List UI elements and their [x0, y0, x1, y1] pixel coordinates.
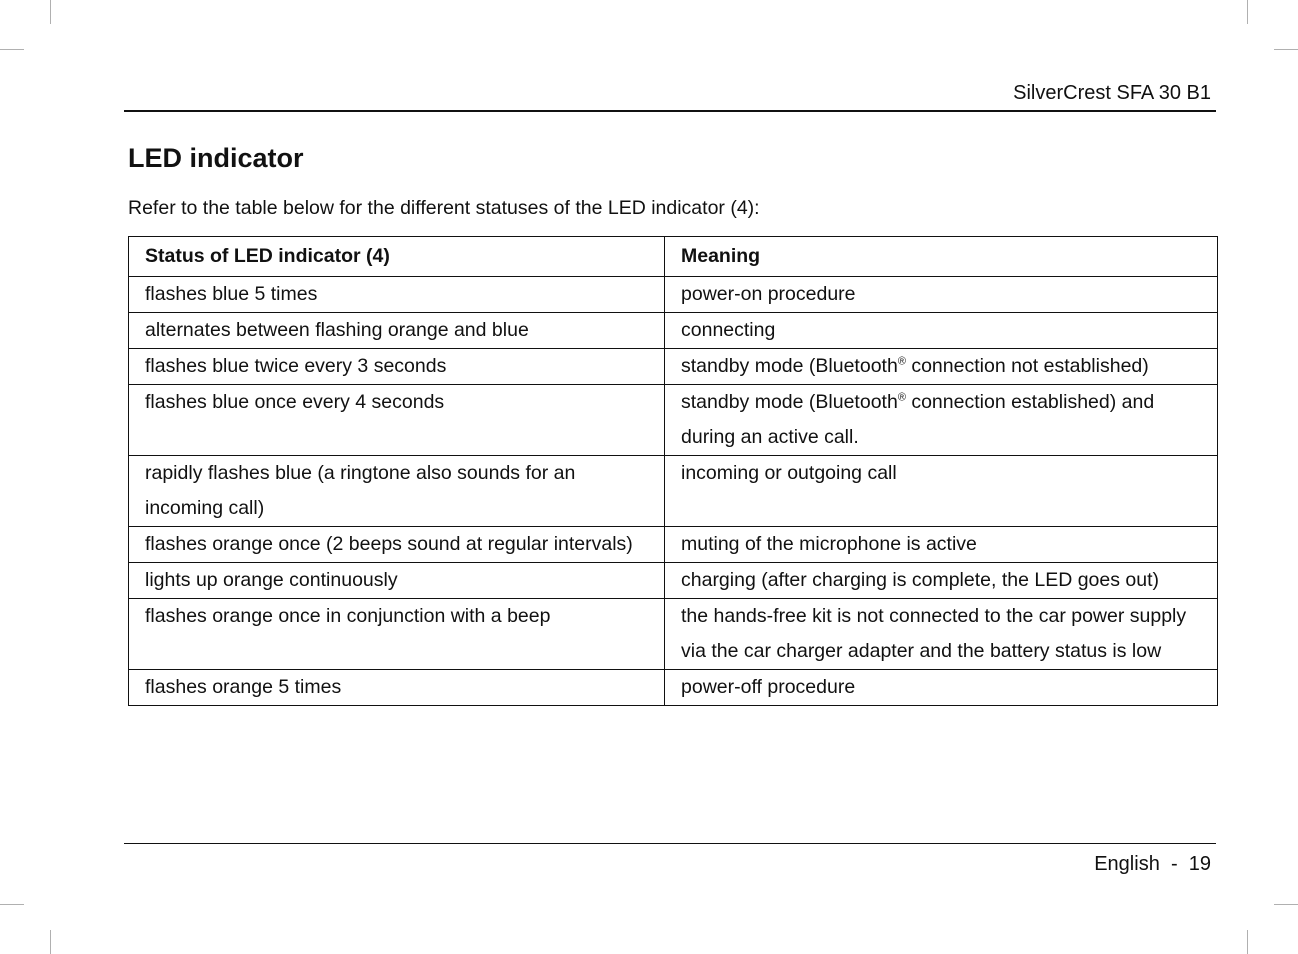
- status-cell: flashes blue twice every 3 seconds: [129, 349, 665, 385]
- meaning-cell: power-off procedure: [665, 670, 1218, 706]
- table-row: [129, 277, 1218, 313]
- crop-mark: [50, 930, 51, 954]
- page-number: 19: [1188, 853, 1211, 875]
- crop-mark: [1274, 904, 1298, 905]
- table-row: [129, 313, 1218, 349]
- table-row: [129, 563, 1218, 599]
- header-rule: [124, 110, 1216, 112]
- section-title: LED indicator: [128, 143, 304, 173]
- registered-mark: ®: [897, 391, 906, 404]
- crop-mark: [1247, 930, 1248, 954]
- running-header: SilverCrest SFA 30 B1: [1013, 82, 1211, 104]
- crop-mark: [1274, 49, 1298, 50]
- meaning-cell: the hands-free kit is not connected to the car power supply via the car charger adapter and the battery status is low: [665, 599, 1218, 670]
- status-cell: flashes orange 5 times: [129, 670, 665, 706]
- status-cell: flashes orange once (2 beeps sound at regular intervals): [129, 527, 665, 563]
- meaning-cell: [665, 349, 1218, 385]
- intro-text: Refer to the table below for the different statuses of the LED indicator (4):: [128, 197, 760, 219]
- status-cell: flashes orange once in conjunction with a beep: [129, 599, 665, 670]
- meaning-text: standby mode (Bluetooth: [681, 355, 898, 377]
- table-header-row: [129, 237, 1218, 277]
- table-row: [129, 670, 1218, 706]
- table-row: [129, 349, 1218, 385]
- crop-mark: [0, 49, 24, 50]
- table-row: [129, 599, 1218, 670]
- table-row: [129, 527, 1218, 563]
- meaning-cell: incoming or outgoing call: [665, 456, 1218, 527]
- column-header-meaning: Meaning: [665, 237, 1218, 277]
- status-cell: flashes blue once every 4 seconds: [129, 385, 665, 456]
- crop-mark: [1247, 0, 1248, 24]
- page-footer: [1094, 853, 1211, 876]
- meaning-cell: charging (after charging is complete, the LED goes out): [665, 563, 1218, 599]
- footer-language: English: [1094, 853, 1160, 875]
- meaning-text: standby mode (Bluetooth: [681, 391, 898, 413]
- status-cell: flashes blue 5 times: [129, 277, 665, 313]
- column-header-status: Status of LED indicator (4): [129, 237, 665, 277]
- crop-mark: [0, 904, 24, 905]
- meaning-text: connection established) and during an active call.: [681, 391, 1155, 448]
- footer-separator: -: [1170, 853, 1178, 875]
- status-cell: lights up orange continuously: [129, 563, 665, 599]
- meaning-cell: [665, 385, 1218, 456]
- meaning-cell: power-on procedure: [665, 277, 1218, 313]
- meaning-cell: connecting: [665, 313, 1218, 349]
- status-cell: rapidly flashes blue (a ringtone also sounds for an incoming call): [129, 456, 665, 527]
- meaning-text: connection not established): [905, 355, 1149, 377]
- table-row: [129, 456, 1218, 527]
- registered-mark: ®: [897, 355, 906, 368]
- led-status-table: [128, 236, 1218, 706]
- status-cell: alternates between flashing orange and blue: [129, 313, 665, 349]
- footer-rule: [124, 843, 1216, 844]
- table-row: [129, 385, 1218, 456]
- crop-mark: [50, 0, 51, 24]
- meaning-cell: muting of the microphone is active: [665, 527, 1218, 563]
